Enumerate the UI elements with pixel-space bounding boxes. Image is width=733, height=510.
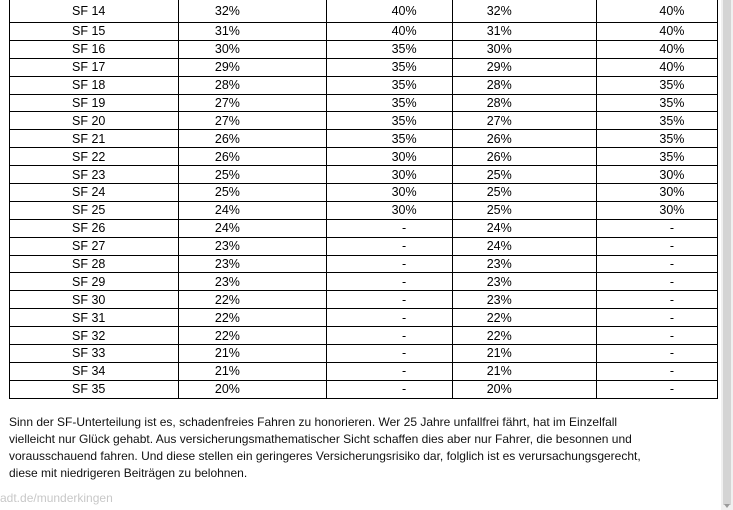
rate-cell: 40% (596, 58, 717, 76)
table-row (10, 23, 718, 41)
rate-cell: 35% (326, 76, 452, 94)
rate-cell: 35% (596, 112, 717, 130)
rate-cell: 22% (452, 327, 596, 345)
rate-cell: 20% (179, 380, 326, 398)
rate-cell: 30% (596, 166, 717, 184)
rate-cell: 32% (452, 0, 596, 23)
rate-cell: 28% (452, 76, 596, 94)
table-row (10, 201, 718, 219)
rate-cell: 25% (452, 184, 596, 202)
rate-cell: 25% (452, 166, 596, 184)
table-row (10, 0, 718, 23)
sf-class-cell: SF 17 (10, 58, 179, 76)
table-row (10, 237, 718, 255)
table-row (10, 184, 718, 202)
rate-cell: 25% (179, 166, 326, 184)
table-row (10, 58, 718, 76)
rate-cell: 29% (179, 58, 326, 76)
rate-cell: 30% (326, 166, 452, 184)
rate-cell: - (596, 255, 717, 273)
sf-class-cell: SF 20 (10, 112, 179, 130)
rate-cell: - (326, 273, 452, 291)
table-row (10, 309, 718, 327)
rate-cell: - (596, 362, 717, 380)
rate-cell: 28% (179, 76, 326, 94)
sf-class-cell: SF 28 (10, 255, 179, 273)
rate-cell: 25% (452, 201, 596, 219)
table-row (10, 362, 718, 380)
rate-cell: 28% (452, 94, 596, 112)
table-row (10, 255, 718, 273)
rate-cell: 35% (326, 112, 452, 130)
table-row (10, 130, 718, 148)
rate-cell: 40% (596, 40, 717, 58)
rate-cell: 23% (452, 291, 596, 309)
rate-cell: - (326, 362, 452, 380)
rate-cell: 23% (452, 255, 596, 273)
table-row (10, 76, 718, 94)
table-row (10, 380, 718, 398)
table-row (10, 166, 718, 184)
rate-cell: 30% (452, 40, 596, 58)
rate-cell: - (596, 345, 717, 363)
table-row (10, 40, 718, 58)
rate-cell: 27% (179, 94, 326, 112)
rate-cell: 35% (326, 58, 452, 76)
rate-cell: 30% (596, 201, 717, 219)
sf-class-cell: SF 19 (10, 94, 179, 112)
rate-cell: 35% (596, 130, 717, 148)
rate-cell: 31% (179, 23, 326, 41)
paragraph-line: vorausschauend fahren. Und diese stellen ein geringeres Versicherungsrisiko dar, folglich ist es verursachungsgerecht, (9, 449, 641, 463)
table-row (10, 94, 718, 112)
rate-cell: 40% (326, 0, 452, 23)
rate-cell: 24% (179, 201, 326, 219)
rate-cell: 31% (452, 23, 596, 41)
sf-class-cell: SF 24 (10, 184, 179, 202)
paragraph-line: vielleicht nur Glück gehabt. Aus versicherungsmathematischer Sicht schaffen dies aber nur Fahrer, die besonnen und (9, 432, 632, 446)
rate-cell: 22% (179, 309, 326, 327)
rate-cell: 30% (326, 148, 452, 166)
rate-cell: 24% (179, 219, 326, 237)
rate-cell: - (326, 380, 452, 398)
rate-cell: 23% (179, 255, 326, 273)
sf-class-cell: SF 34 (10, 362, 179, 380)
sf-class-cell: SF 14 (10, 0, 179, 23)
sf-class-cell: SF 32 (10, 327, 179, 345)
rate-cell: - (596, 219, 717, 237)
rate-cell: 22% (452, 309, 596, 327)
rate-cell: 21% (452, 345, 596, 363)
paragraph-line: Sinn der SF-Unterteilung ist es, schadenfreies Fahren zu honorieren. Wer 25 Jahre unfallfrei fährt, hat im Einzelfall (9, 415, 618, 429)
rate-cell: 23% (452, 273, 596, 291)
rate-cell: 30% (326, 184, 452, 202)
rate-cell: 23% (179, 273, 326, 291)
rate-cell: 30% (179, 40, 326, 58)
rate-cell: 40% (596, 0, 717, 23)
scrollbar-thumb[interactable] (723, 0, 731, 505)
rate-cell: 35% (326, 130, 452, 148)
rate-cell: 25% (179, 184, 326, 202)
rate-cell: 23% (179, 237, 326, 255)
table-row (10, 291, 718, 309)
rate-cell: 29% (452, 58, 596, 76)
sf-class-cell: SF 35 (10, 380, 179, 398)
rate-cell: 27% (452, 112, 596, 130)
rate-cell: 26% (179, 130, 326, 148)
rate-cell: 24% (452, 219, 596, 237)
sf-class-cell: SF 23 (10, 166, 179, 184)
rate-cell: 35% (596, 94, 717, 112)
scrollbar[interactable] (721, 0, 733, 510)
rate-cell: 26% (452, 130, 596, 148)
sf-class-cell: SF 26 (10, 219, 179, 237)
rate-cell: - (326, 255, 452, 273)
rate-cell: 40% (326, 23, 452, 41)
paragraph-line: diese mit niedrigeren Beiträgen zu belohnen. (9, 466, 248, 480)
sf-class-cell: SF 18 (10, 76, 179, 94)
rate-cell: - (596, 291, 717, 309)
sf-class-cell: SF 33 (10, 345, 179, 363)
rate-cell: 30% (596, 184, 717, 202)
sf-rate-table-body (10, 0, 718, 398)
table-row (10, 112, 718, 130)
sf-class-cell: SF 29 (10, 273, 179, 291)
rate-cell: 22% (179, 327, 326, 345)
sf-class-cell: SF 31 (10, 309, 179, 327)
rate-cell: 32% (179, 0, 326, 23)
rate-cell: - (596, 327, 717, 345)
rate-cell: 35% (326, 94, 452, 112)
rate-cell: 35% (596, 76, 717, 94)
sf-class-cell: SF 21 (10, 130, 179, 148)
rate-cell: - (326, 345, 452, 363)
rate-cell: - (596, 380, 717, 398)
rate-cell: 40% (596, 23, 717, 41)
rate-cell: 35% (326, 40, 452, 58)
table-row (10, 148, 718, 166)
rate-cell: 20% (452, 380, 596, 398)
footer-link[interactable]: adt.de/munderkingen (0, 491, 113, 505)
rate-cell: - (326, 291, 452, 309)
table-row (10, 219, 718, 237)
rate-cell: - (596, 309, 717, 327)
rate-cell: 21% (179, 345, 326, 363)
rate-cell: 26% (452, 148, 596, 166)
rate-cell: - (326, 309, 452, 327)
rate-cell: 35% (596, 148, 717, 166)
rate-cell: 24% (452, 237, 596, 255)
table-row (10, 327, 718, 345)
explanation-paragraph (9, 414, 709, 482)
rate-cell: - (326, 219, 452, 237)
sf-class-cell: SF 15 (10, 23, 179, 41)
rate-cell: - (596, 237, 717, 255)
sf-class-cell: SF 22 (10, 148, 179, 166)
table-row (10, 273, 718, 291)
table-row (10, 345, 718, 363)
rate-cell: - (326, 237, 452, 255)
rate-cell: 21% (452, 362, 596, 380)
rate-cell: 22% (179, 291, 326, 309)
rate-cell: 30% (326, 201, 452, 219)
rate-cell: 21% (179, 362, 326, 380)
sf-class-cell: SF 25 (10, 201, 179, 219)
sf-rate-table (9, 0, 718, 399)
sf-class-cell: SF 27 (10, 237, 179, 255)
rate-cell: 27% (179, 112, 326, 130)
sf-class-cell: SF 30 (10, 291, 179, 309)
rate-cell: 26% (179, 148, 326, 166)
sf-class-cell: SF 16 (10, 40, 179, 58)
rate-cell: - (326, 327, 452, 345)
rate-cell: - (596, 273, 717, 291)
